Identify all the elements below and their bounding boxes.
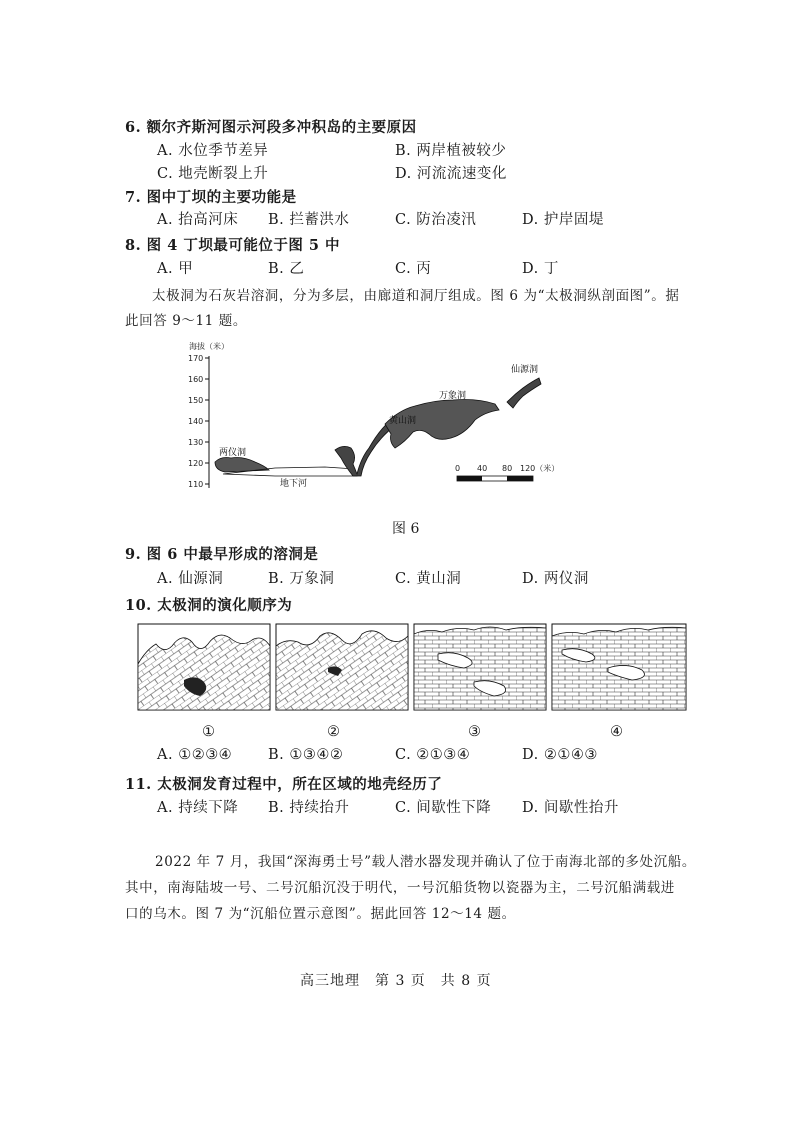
panel-label-1: ① (202, 724, 216, 740)
question-10-option-d[interactable]: D. ②①④③ (522, 747, 598, 763)
figure-10-evolution-panels (138, 624, 686, 720)
question-8-option-c[interactable]: C. 丙 (395, 261, 432, 277)
question-9-option-a[interactable]: A. 仙源洞 (157, 571, 224, 587)
question-8-option-a[interactable]: A. 甲 (157, 261, 194, 277)
y-axis-ticks (188, 354, 209, 489)
evolution-panel-2 (276, 624, 408, 710)
wanxiang-cave-label: 万象洞 (439, 391, 467, 401)
question-9-stem: 9. 图 6 中最早形成的溶洞是 (125, 546, 319, 563)
question-7-option-c[interactable]: C. 防治凌汛 (395, 212, 477, 228)
question-6-option-b[interactable]: B. 两岸植被较少 (395, 143, 507, 159)
y-tick-130: 130 (188, 438, 204, 447)
evolution-panel-1 (138, 624, 270, 710)
y-tick-150: 150 (188, 396, 204, 405)
intro-paragraph-line-2: 此回答 9～11 题。 (125, 313, 247, 329)
question-10-option-c[interactable]: C. ②①③④ (395, 747, 471, 763)
intro2-line-1: 2022 年 7 月，我国“深海勇士号”载人潜水器发现并确认了位于南海北部的多处沉船。 (155, 854, 696, 870)
question-9-option-c[interactable]: C. 黄山洞 (395, 571, 462, 587)
scale-tick-80: 80 (502, 464, 513, 473)
scale-bar (455, 463, 559, 481)
question-11-stem: 11. 太极洞发育过程中，所在区域的地壳经历了 (125, 776, 443, 793)
question-11-option-d[interactable]: D. 间歇性抬升 (522, 800, 619, 816)
question-11-option-a[interactable]: A. 持续下降 (157, 800, 239, 816)
question-7-option-b[interactable]: B. 拦蓄洪水 (268, 212, 350, 228)
xianyuan-cave-label: 仙源洞 (511, 365, 539, 375)
y-tick-170: 170 (188, 354, 204, 363)
panel-label-2: ② (327, 724, 341, 740)
liangyi-cave-label: 两仪洞 (219, 448, 247, 458)
evolution-panel-3 (414, 624, 546, 710)
panel-label-3: ③ (468, 724, 482, 740)
question-10-stem: 10. 太极洞的演化顺序为 (125, 597, 293, 614)
question-10-option-a[interactable]: A. ①②③④ (157, 747, 233, 763)
y-tick-120: 120 (188, 459, 204, 468)
question-6-option-d[interactable]: D. 河流流速变化 (395, 166, 507, 182)
question-11-option-b[interactable]: B. 持续抬升 (268, 800, 350, 816)
question-6-stem: 6. 额尔齐斯河图示河段多冲积岛的主要原因 (125, 119, 417, 136)
y-tick-140: 140 (188, 417, 204, 426)
question-8-option-b[interactable]: B. 乙 (268, 261, 305, 277)
evolution-panel-4 (552, 624, 686, 710)
question-7-option-d[interactable]: D. 护岸固堤 (522, 212, 604, 228)
question-7-stem: 7. 图中丁坝的主要功能是 (125, 189, 297, 206)
question-8-option-d[interactable]: D. 丁 (522, 261, 559, 277)
question-8-stem: 8. 图 4 丁坝最可能位于图 5 中 (125, 237, 341, 254)
figure-6-caption: 图 6 (392, 521, 420, 537)
intro2-line-2: 其中，南海陆坡一号、二号沉船沉没于明代，一号沉船货物以瓷器为主，二号沉船满载进 (125, 880, 675, 896)
underground-river-label: 地下河 (280, 479, 308, 489)
huangshan-cave-label: 黄山洞 (389, 416, 417, 426)
question-11-option-c[interactable]: C. 间歇性下降 (395, 800, 492, 816)
page-footer: 高三地理 第 3 页 共 8 页 (300, 973, 492, 989)
xianyuan-cave-shape (507, 378, 541, 408)
question-9-option-d[interactable]: D. 两仪洞 (522, 571, 589, 587)
scale-tick-0: 0 (455, 464, 461, 473)
question-6-option-a[interactable]: A. 水位季节差异 (157, 143, 269, 159)
intro-paragraph-line-1: 太极洞为石灰岩溶洞，分为多层，由廊道和洞厅组成。图 6 为“太极洞纵剖面图”。据 (152, 288, 680, 304)
scale-tick-40: 40 (477, 464, 488, 473)
question-7-option-a[interactable]: A. 抬高河床 (157, 212, 239, 228)
scale-tick-120: 120（米） (520, 464, 560, 473)
figure-6-cave-profile (185, 338, 560, 498)
y-axis-label: 海拔（米） (189, 342, 229, 351)
y-tick-160: 160 (188, 375, 204, 384)
question-10-option-b[interactable]: B. ①③④② (268, 747, 344, 763)
panel-label-4: ④ (610, 724, 624, 740)
question-6-option-c[interactable]: C. 地壳断裂上升 (157, 166, 269, 182)
intro2-line-3: 口的乌木。图 7 为“沉船位置示意图”。据此回答 12～14 题。 (125, 906, 516, 922)
y-tick-110: 110 (188, 480, 204, 489)
question-9-option-b[interactable]: B. 万象洞 (268, 571, 335, 587)
